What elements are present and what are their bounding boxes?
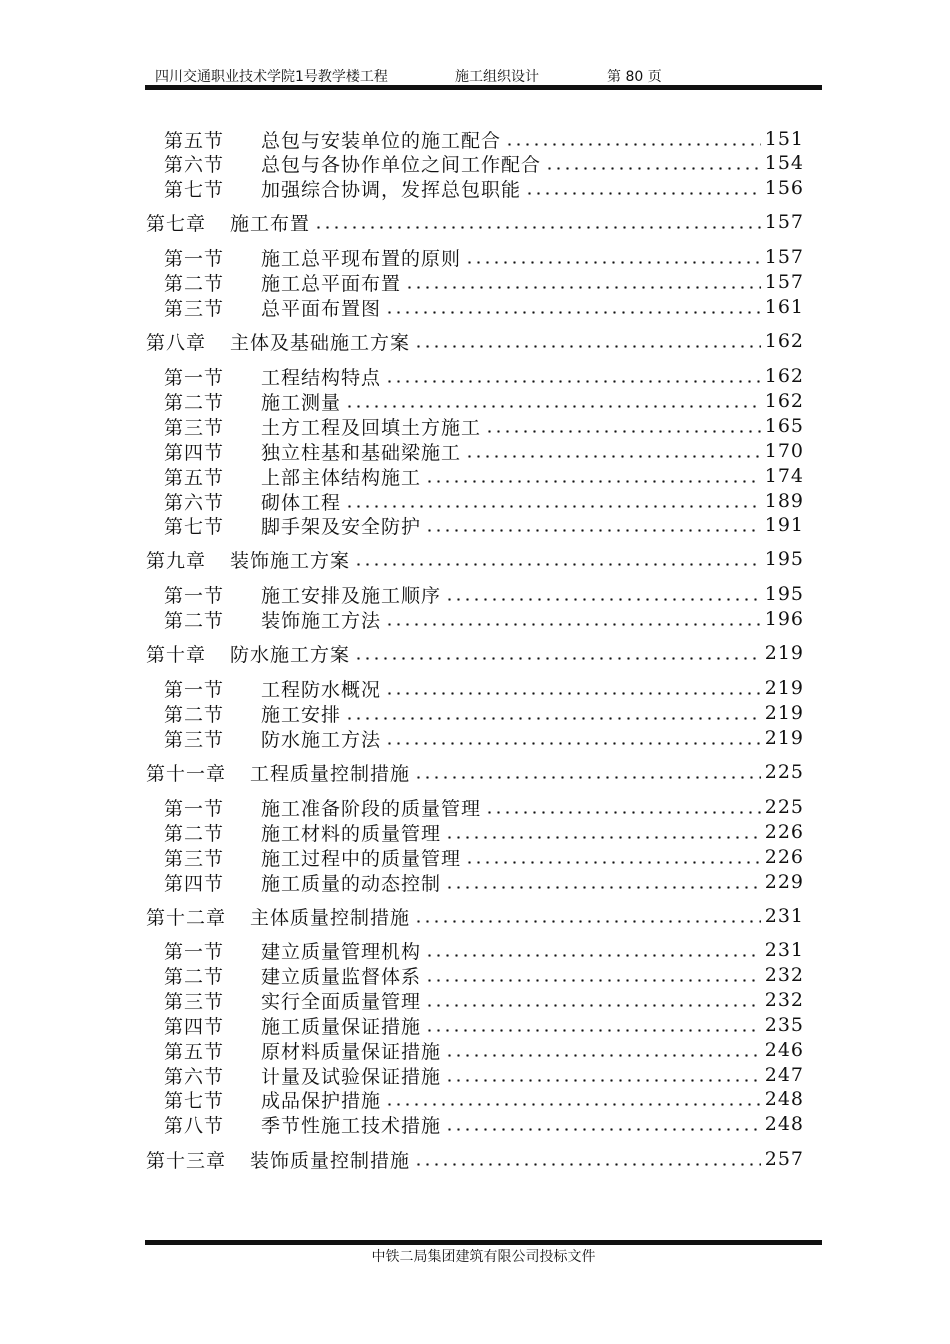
toc-entry-title: 装饰施工方案 <box>230 549 351 572</box>
toc-entry-number: 第三节 <box>164 416 225 439</box>
toc-entry-page: 191 <box>764 514 804 536</box>
toc-entry-number: 第十二章 <box>146 906 227 929</box>
toc-entry-title: 工程结构特点 <box>261 366 382 389</box>
toc-dot-leader <box>414 1163 761 1166</box>
toc-dot-leader <box>385 692 761 695</box>
toc-dot-leader <box>385 623 761 626</box>
toc-chapter-entry[interactable] <box>146 1147 804 1171</box>
toc-entry-number: 第一节 <box>164 247 225 270</box>
toc-entry-title: 脚手架及安全防护 <box>261 515 422 538</box>
toc-dot-leader <box>445 1128 761 1131</box>
toc-section-entry[interactable] <box>164 582 804 606</box>
toc-dot-leader <box>385 742 761 745</box>
toc-section-entry[interactable] <box>164 845 804 869</box>
toc-chapter-entry[interactable] <box>146 329 804 353</box>
header-page-number: 第 80 页 <box>607 69 662 85</box>
toc-section-entry[interactable] <box>164 676 804 700</box>
toc-dot-leader <box>505 143 761 146</box>
toc-dot-leader <box>425 1029 761 1032</box>
toc-entry-title: 施工布置 <box>230 212 311 235</box>
toc-entry-title: 主体及基础施工方案 <box>230 331 411 354</box>
toc-entry-number: 第七节 <box>164 178 225 201</box>
toc-entry-page: 165 <box>764 415 804 437</box>
toc-entry-page: 232 <box>764 989 804 1011</box>
toc-entry-number: 第一节 <box>164 678 225 701</box>
toc-section-entry[interactable] <box>164 127 804 151</box>
toc-entry-page: 189 <box>764 490 804 512</box>
page-header <box>145 64 822 84</box>
header-document-type: 施工组织设计 <box>455 69 539 85</box>
toc-entry-number: 第三节 <box>164 297 225 320</box>
toc-entry-page: 154 <box>764 152 804 174</box>
toc-dot-leader <box>485 430 761 433</box>
toc-dot-leader <box>445 886 761 889</box>
toc-entry-title: 施工材料的质量管理 <box>261 822 442 845</box>
toc-entry-number: 第六节 <box>164 1065 225 1088</box>
toc-dot-leader <box>485 811 761 814</box>
toc-entry-number: 第一节 <box>164 366 225 389</box>
toc-section-entry[interactable] <box>164 364 804 388</box>
toc-entry-page: 151 <box>764 128 804 150</box>
toc-dot-leader <box>465 861 761 864</box>
toc-section-entry[interactable] <box>164 963 804 987</box>
header-rule <box>145 85 822 90</box>
toc-entry-title: 原材料质量保证措施 <box>261 1040 442 1063</box>
toc-dot-leader <box>525 192 761 195</box>
toc-dot-leader <box>425 1004 761 1007</box>
toc-entry-page: 231 <box>764 905 804 927</box>
toc-entry-number: 第七节 <box>164 1089 225 1112</box>
toc-entry-title: 总包与安装单位的施工配合 <box>261 129 502 152</box>
toc-entry-title: 施工过程中的质量管理 <box>261 847 462 870</box>
footer-rule <box>145 1240 822 1245</box>
toc-entry-page: 247 <box>764 1064 804 1086</box>
toc-entry-page: 219 <box>764 642 804 664</box>
toc-entry-title: 加强综合协调，发挥总包职能 <box>261 178 522 201</box>
toc-dot-leader <box>445 1079 761 1082</box>
toc-entry-number: 第一节 <box>164 940 225 963</box>
toc-entry-number: 第二节 <box>164 965 225 988</box>
toc-dot-leader <box>445 1054 761 1057</box>
toc-entry-page: 162 <box>764 330 804 352</box>
toc-entry-title: 土方工程及回填土方施工 <box>261 416 482 439</box>
toc-entry-number: 第八节 <box>164 1114 225 1137</box>
toc-dot-leader <box>545 167 761 170</box>
toc-chapter-entry[interactable] <box>146 641 804 665</box>
toc-entry-number: 第二节 <box>164 272 225 295</box>
toc-dot-leader <box>345 505 761 508</box>
toc-entry-number: 第二节 <box>164 822 225 845</box>
toc-section-entry[interactable] <box>164 489 804 513</box>
toc-dot-leader <box>405 286 761 289</box>
toc-entry-title: 砌体工程 <box>261 491 342 514</box>
toc-entry-page: 161 <box>764 296 804 318</box>
toc-entry-page: 157 <box>764 271 804 293</box>
toc-chapter-entry[interactable] <box>146 547 804 571</box>
toc-entry-page: 226 <box>764 821 804 843</box>
toc-entry-page: 248 <box>764 1088 804 1110</box>
toc-entry-title: 施工准备阶段的质量管理 <box>261 797 482 820</box>
toc-section-entry[interactable] <box>164 1063 804 1087</box>
toc-entry-title: 建立质量监督体系 <box>261 965 422 988</box>
toc-entry-title: 施工总平面布置 <box>261 272 402 295</box>
toc-entry-page: 162 <box>764 365 804 387</box>
toc-section-entry[interactable] <box>164 439 804 463</box>
toc-entry-page: 219 <box>764 702 804 724</box>
toc-section-entry[interactable] <box>164 820 804 844</box>
toc-entry-title: 施工安排 <box>261 703 342 726</box>
toc-entry-title: 施工质量保证措施 <box>261 1015 422 1038</box>
toc-section-entry[interactable] <box>164 701 804 725</box>
header-project-title: 四川交通职业技术学院1号教学楼工程 <box>155 69 388 85</box>
toc-dot-leader <box>445 598 761 601</box>
toc-entry-number: 第二节 <box>164 703 225 726</box>
toc-entry-title: 独立柱基和基础梁施工 <box>261 441 462 464</box>
toc-entry-title: 工程质量控制措施 <box>250 762 411 785</box>
toc-entry-number: 第九章 <box>146 549 207 572</box>
toc-entry-page: 196 <box>764 608 804 630</box>
toc-entry-title: 计量及试验保证措施 <box>261 1065 442 1088</box>
toc-entry-title: 施工总平现布置的原则 <box>261 247 462 270</box>
toc-entry-number: 第七章 <box>146 212 207 235</box>
toc-entry-number: 第四节 <box>164 1015 225 1038</box>
toc-chapter-entry[interactable] <box>146 760 804 784</box>
toc-entry-number: 第六节 <box>164 491 225 514</box>
toc-section-entry[interactable] <box>164 1013 804 1037</box>
toc-chapter-entry[interactable] <box>146 210 804 234</box>
toc-section-entry[interactable] <box>164 1112 804 1136</box>
toc-entry-title: 总平面布置图 <box>261 297 382 320</box>
toc-entry-number: 第十三章 <box>146 1149 227 1172</box>
toc-dot-leader <box>385 311 761 314</box>
toc-dot-leader <box>445 836 761 839</box>
toc-entry-title: 季节性施工技术措施 <box>261 1114 442 1137</box>
toc-entry-number: 第五节 <box>164 1040 225 1063</box>
toc-dot-leader <box>314 226 761 229</box>
toc-entry-page: 225 <box>764 796 804 818</box>
toc-entry-number: 第二节 <box>164 391 225 414</box>
toc-entry-number: 第七节 <box>164 515 225 538</box>
toc-dot-leader <box>354 563 761 566</box>
toc-section-entry[interactable] <box>164 870 804 894</box>
toc-entry-title: 装饰质量控制措施 <box>250 1149 411 1172</box>
toc-entry-page: 229 <box>764 871 804 893</box>
toc-section-entry[interactable] <box>164 795 804 819</box>
toc-dot-leader <box>345 405 761 408</box>
toc-dot-leader <box>425 480 761 483</box>
toc-entry-title: 施工测量 <box>261 391 342 414</box>
toc-entry-number: 第五节 <box>164 466 225 489</box>
toc-entry-title: 施工质量的动态控制 <box>261 872 442 895</box>
toc-entry-title: 成品保护措施 <box>261 1089 382 1112</box>
toc-section-entry[interactable] <box>164 513 804 537</box>
toc-entry-page: 174 <box>764 465 804 487</box>
toc-entry-page: 219 <box>764 677 804 699</box>
toc-dot-leader <box>425 979 761 982</box>
toc-entry-title: 防水施工方法 <box>261 728 382 751</box>
toc-dot-leader <box>414 920 761 923</box>
toc-entry-page: 156 <box>764 177 804 199</box>
toc-dot-leader <box>385 380 761 383</box>
toc-section-entry[interactable] <box>164 464 804 488</box>
toc-entry-title: 建立质量管理机构 <box>261 940 422 963</box>
toc-chapter-entry[interactable] <box>146 904 804 928</box>
toc-dot-leader <box>425 529 761 532</box>
toc-entry-title: 主体质量控制措施 <box>250 906 411 929</box>
toc-entry-title: 上部主体结构施工 <box>261 466 422 489</box>
toc-section-entry[interactable] <box>164 389 804 413</box>
toc-entry-page: 248 <box>764 1113 804 1135</box>
toc-section-entry[interactable] <box>164 938 804 962</box>
toc-section-entry[interactable] <box>164 988 804 1012</box>
toc-entry-page: 157 <box>764 211 804 233</box>
toc-section-entry[interactable] <box>164 270 804 294</box>
toc-entry-number: 第三节 <box>164 728 225 751</box>
toc-entry-title: 施工安排及施工顺序 <box>261 584 442 607</box>
toc-entry-number: 第十章 <box>146 643 207 666</box>
toc-entry-page: 195 <box>764 583 804 605</box>
toc-section-entry[interactable] <box>164 1038 804 1062</box>
toc-section-entry[interactable] <box>164 1087 804 1111</box>
toc-entry-page: 226 <box>764 846 804 868</box>
toc-dot-leader <box>465 455 761 458</box>
toc-entry-number: 第一节 <box>164 797 225 820</box>
toc-entry-title: 防水施工方案 <box>230 643 351 666</box>
toc-entry-title: 实行全面质量管理 <box>261 990 422 1013</box>
toc-entry-page: 231 <box>764 939 804 961</box>
toc-entry-page: 225 <box>764 761 804 783</box>
toc-entry-page: 170 <box>764 440 804 462</box>
toc-section-entry[interactable] <box>164 245 804 269</box>
toc-entry-title: 总包与各协作单位之间工作配合 <box>261 153 542 176</box>
page-footer: 中铁二局集团建筑有限公司投标文件 <box>371 1249 596 1265</box>
toc-section-entry[interactable] <box>164 295 804 319</box>
toc-section-entry[interactable] <box>164 151 804 175</box>
toc-entry-number: 第六节 <box>164 153 225 176</box>
toc-dot-leader <box>414 345 761 348</box>
toc-entry-title: 工程防水概况 <box>261 678 382 701</box>
toc-dot-leader <box>465 261 761 264</box>
toc-entry-number: 第五节 <box>164 129 225 152</box>
toc-entry-number: 第二节 <box>164 609 225 632</box>
toc-section-entry[interactable] <box>164 414 804 438</box>
toc-entry-number: 第十一章 <box>146 762 227 785</box>
toc-entry-page: 219 <box>764 727 804 749</box>
toc-entry-number: 第一节 <box>164 584 225 607</box>
toc-entry-page: 257 <box>764 1148 804 1170</box>
toc-entry-page: 162 <box>764 390 804 412</box>
toc-dot-leader <box>385 1103 761 1106</box>
toc-entry-page: 157 <box>764 246 804 268</box>
toc-entry-number: 第四节 <box>164 441 225 464</box>
toc-entry-title: 装饰施工方法 <box>261 609 382 632</box>
toc-entry-number: 第八章 <box>146 331 207 354</box>
toc-dot-leader <box>345 717 761 720</box>
toc-entry-page: 235 <box>764 1014 804 1036</box>
toc-section-entry[interactable] <box>164 176 804 200</box>
toc-dot-leader <box>425 954 761 957</box>
toc-entry-number: 第三节 <box>164 847 225 870</box>
toc-section-entry[interactable] <box>164 607 804 631</box>
toc-dot-leader <box>414 776 761 779</box>
toc-section-entry[interactable] <box>164 726 804 750</box>
toc-dot-leader <box>354 657 761 660</box>
toc-entry-number: 第三节 <box>164 990 225 1013</box>
toc-entry-number: 第四节 <box>164 872 225 895</box>
toc-entry-page: 232 <box>764 964 804 986</box>
toc-entry-page: 195 <box>764 548 804 570</box>
toc-entry-page: 246 <box>764 1039 804 1061</box>
